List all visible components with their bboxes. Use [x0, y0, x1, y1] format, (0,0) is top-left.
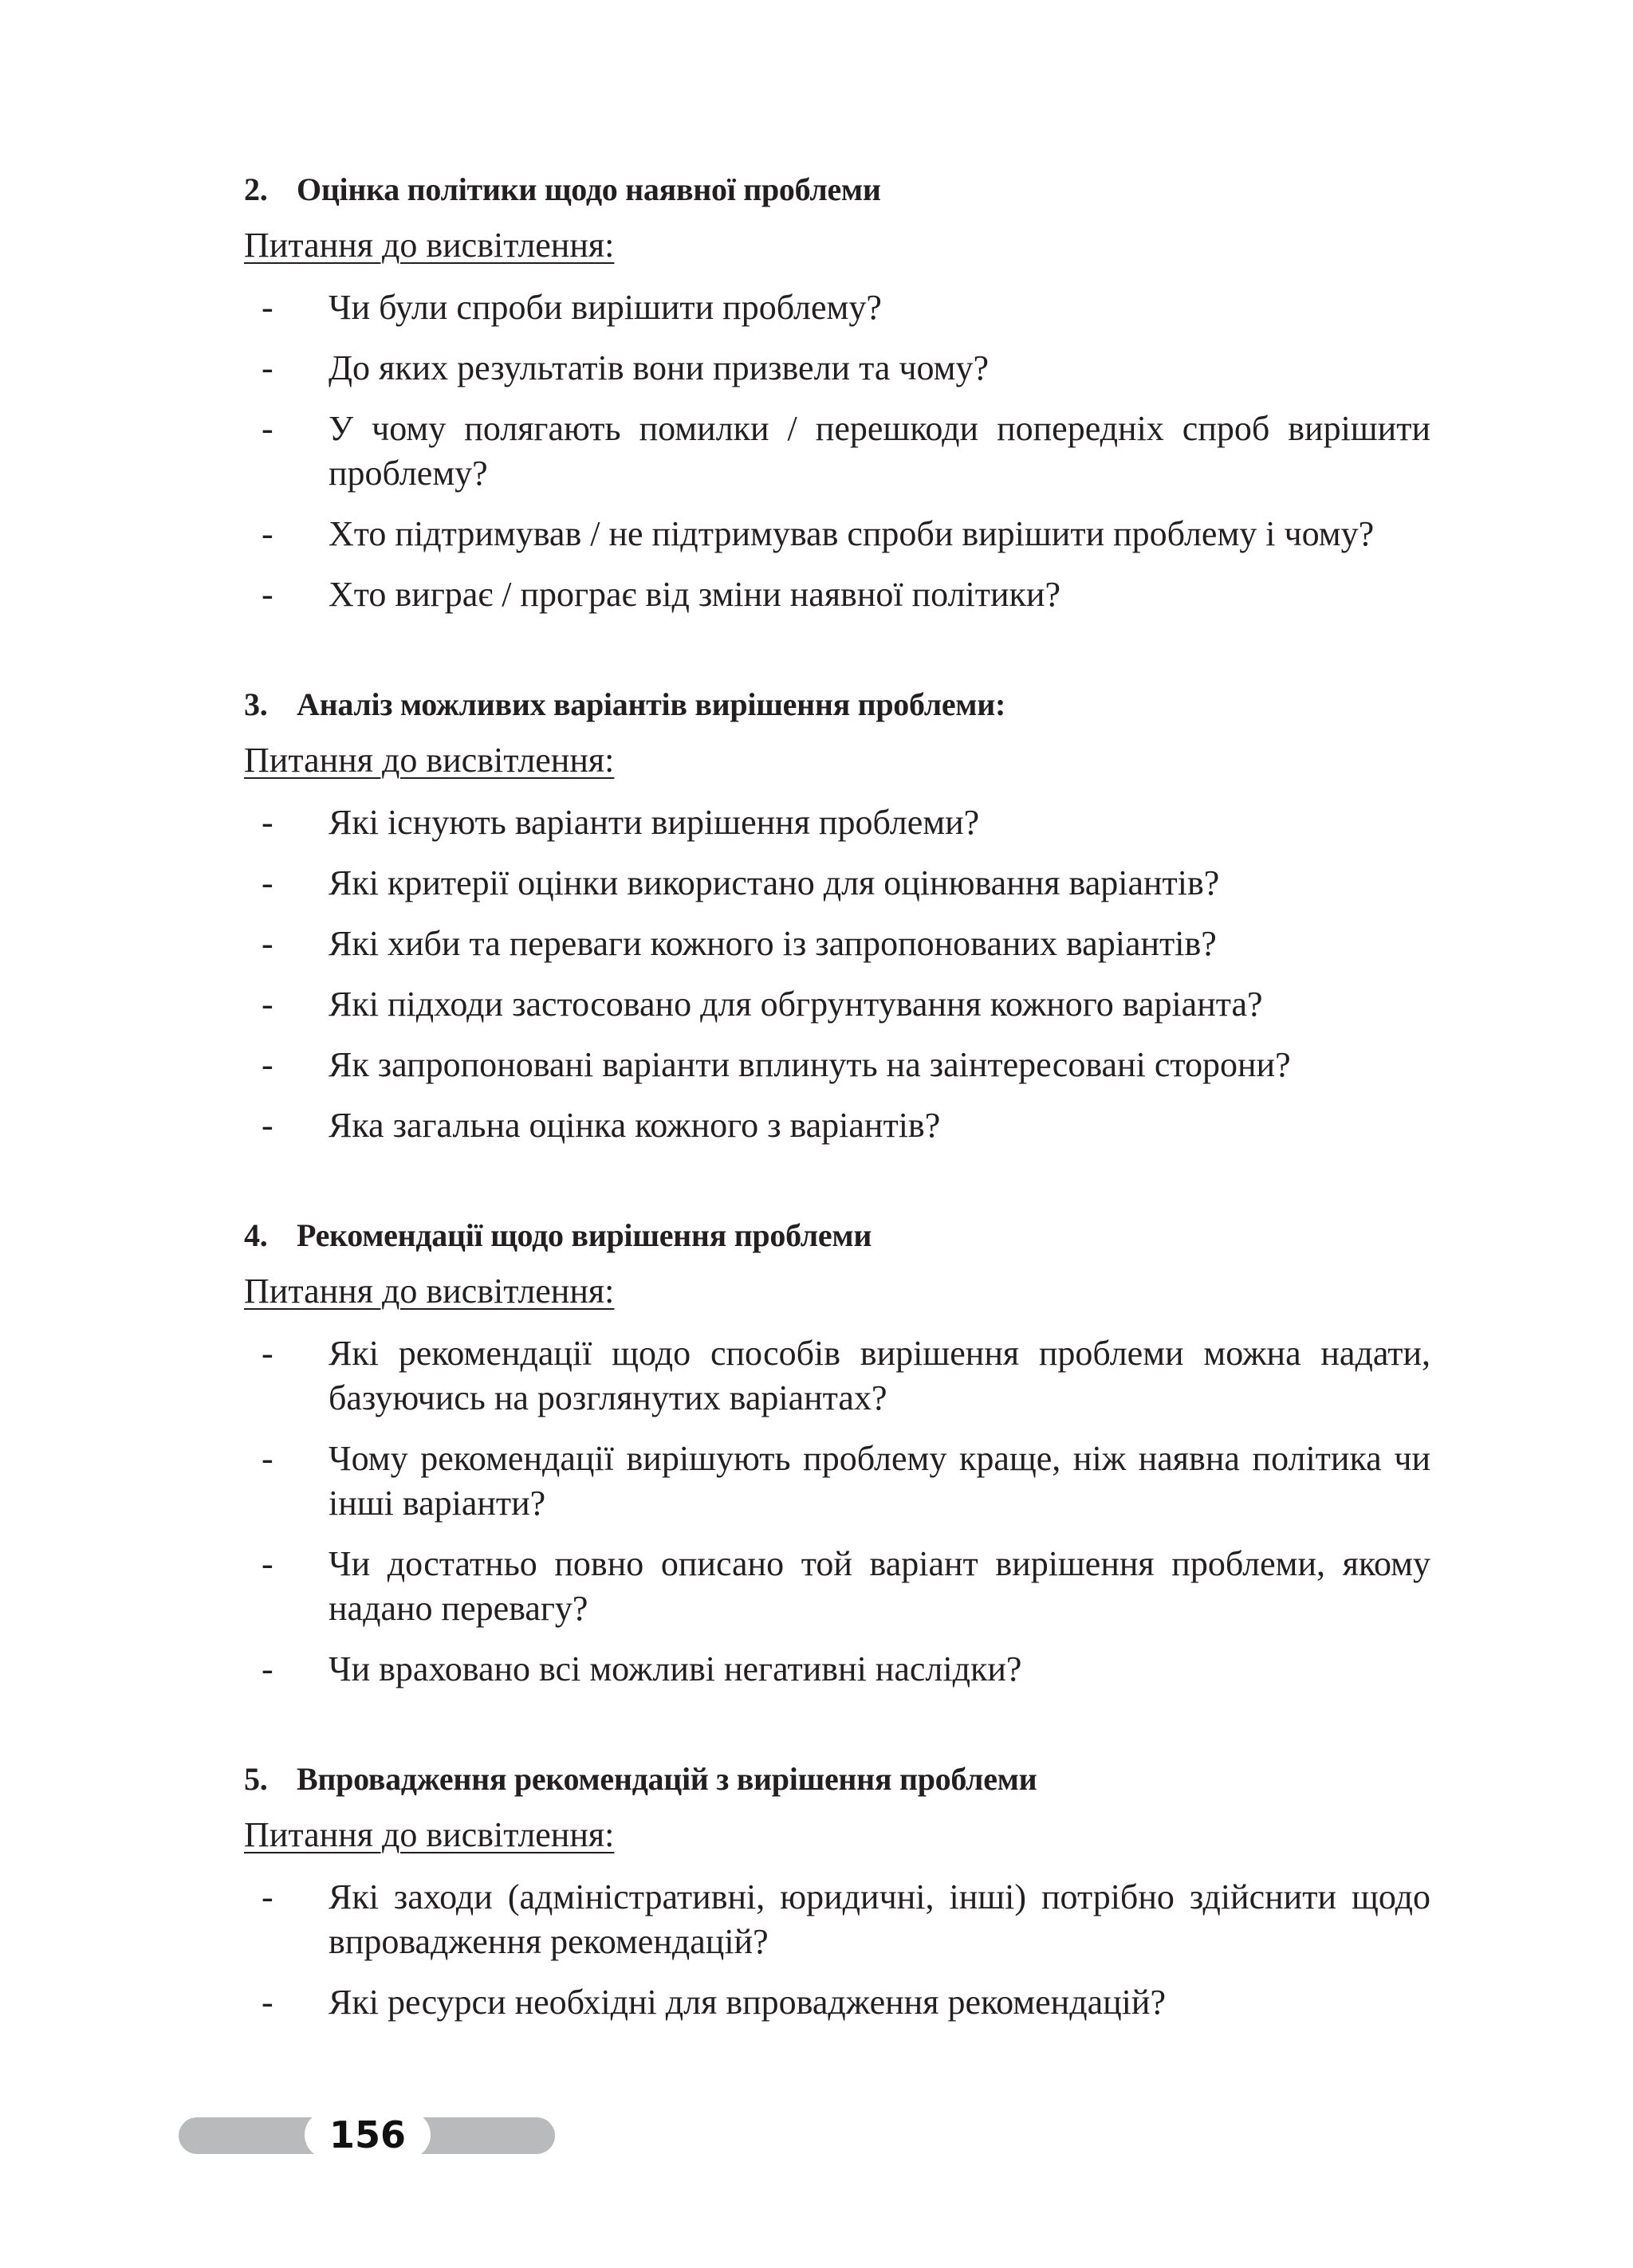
dash-bullet: -	[262, 1439, 273, 1478]
dash-bullet: -	[262, 575, 273, 614]
list-item	[244, 1980, 1430, 2025]
page-footer	[179, 2111, 555, 2159]
list-item	[244, 512, 1430, 556]
dash-bullet: -	[262, 409, 273, 448]
list-item	[244, 1437, 1430, 1526]
dash-bullet: -	[262, 288, 273, 327]
question-text: Які критерії оцінки використано для оцінювання варіантів?	[329, 863, 1220, 902]
section-heading	[244, 167, 1430, 212]
question-list	[244, 1875, 1430, 2025]
list-item	[244, 861, 1430, 906]
dash-bullet: -	[262, 985, 273, 1024]
dash-bullet: -	[262, 514, 273, 553]
question-text: У чому полягають помилки / перешкоди попередніх спроб вирішити проблему?	[329, 409, 1430, 493]
section-title: Рекомендації щодо вирішення проблеми	[297, 1217, 872, 1253]
question-text: Чому рекомендації вирішують проблему краще, ніж наявна політика чи інші варіанти?	[329, 1439, 1430, 1523]
section-heading	[244, 1757, 1430, 1802]
dash-bullet: -	[262, 1334, 273, 1373]
question-text: Які існують варіанти вирішення проблеми?	[329, 803, 980, 842]
question-text: Які ресурси необхідні для впровадження рекомендацій?	[329, 1983, 1166, 2022]
section-number: 5.	[244, 1761, 268, 1797]
question-text: Як запропоновані варіанти вплинуть на заінтересовані сторони?	[329, 1045, 1291, 1084]
section-3	[244, 682, 1430, 1148]
question-list	[244, 285, 1430, 617]
list-item	[244, 285, 1430, 330]
questions-label: Питання до висвітлення:	[244, 226, 615, 265]
question-text: Які заходи (адміністративні, юридичні, інші) потрібно здійснити щодо впровадження рекомендацій?	[329, 1877, 1430, 1961]
list-item	[244, 572, 1430, 617]
list-item	[244, 1542, 1430, 1631]
section-heading	[244, 1213, 1430, 1258]
question-text: Хто виграє / програє від зміни наявної політики?	[329, 575, 1060, 614]
section-title: Оцінка політики щодо наявної проблеми	[297, 171, 881, 207]
dash-bullet: -	[262, 924, 273, 963]
dash-bullet: -	[262, 1877, 273, 1916]
question-text: Які рекомендації щодо способів вирішення проблеми можна надати, базуючись на розглянутих варіантах?	[329, 1334, 1430, 1417]
question-text: Хто підтримував / не підтримував спроби вирішити проблему і чому?	[329, 514, 1375, 553]
dash-bullet: -	[262, 1649, 273, 1688]
question-text: Яка загальна оцінка кожного з варіантів?	[329, 1106, 941, 1145]
questions-label: Питання до висвітлення:	[244, 741, 615, 780]
questions-label: Питання до висвітлення:	[244, 1272, 615, 1311]
dash-bullet: -	[262, 1983, 273, 2022]
dash-bullet: -	[262, 348, 273, 387]
list-item	[244, 1647, 1430, 1692]
section-number: 3.	[244, 686, 268, 722]
list-item	[244, 1331, 1430, 1421]
list-item	[244, 982, 1430, 1027]
section-title: Аналіз можливих варіантів вирішення проблеми:	[297, 686, 1006, 722]
section-number: 4.	[244, 1217, 268, 1253]
dash-bullet: -	[262, 1045, 273, 1084]
dash-bullet: -	[262, 1544, 273, 1583]
section-2	[244, 167, 1430, 617]
section-title: Впровадження рекомендацій з вирішення проблеми	[297, 1761, 1037, 1797]
dash-bullet: -	[262, 863, 273, 902]
question-text: Які хиби та переваги кожного із запропонованих варіантів?	[329, 924, 1217, 963]
section-heading	[244, 682, 1430, 727]
question-text: Які підходи застосовано для обгрунтування кожного варіанта?	[329, 985, 1263, 1024]
list-item	[244, 922, 1430, 966]
question-text: Чи були спроби вирішити проблему?	[329, 288, 882, 327]
section-4	[244, 1213, 1430, 1692]
list-item	[244, 407, 1430, 496]
question-text: Чи достатньо повно описано той варіант вирішення проблеми, якому надано перевагу?	[329, 1544, 1430, 1628]
question-list	[244, 800, 1430, 1148]
question-list	[244, 1331, 1430, 1692]
section-number: 2.	[244, 171, 268, 207]
dash-bullet: -	[262, 1106, 273, 1145]
questions-label: Питання до висвітлення:	[244, 1815, 615, 1854]
list-item	[244, 1043, 1430, 1087]
question-text: Чи враховано всі можливі негативні наслідки?	[329, 1649, 1022, 1688]
section-5	[244, 1757, 1430, 2025]
dash-bullet: -	[262, 803, 273, 842]
list-item	[244, 1103, 1430, 1148]
list-item	[244, 346, 1430, 391]
page-number: 156	[329, 2113, 407, 2156]
question-text: До яких результатів вони призвели та чому?	[329, 348, 990, 387]
page-body	[244, 167, 1430, 2090]
list-item	[244, 1875, 1430, 1964]
list-item	[244, 800, 1430, 845]
